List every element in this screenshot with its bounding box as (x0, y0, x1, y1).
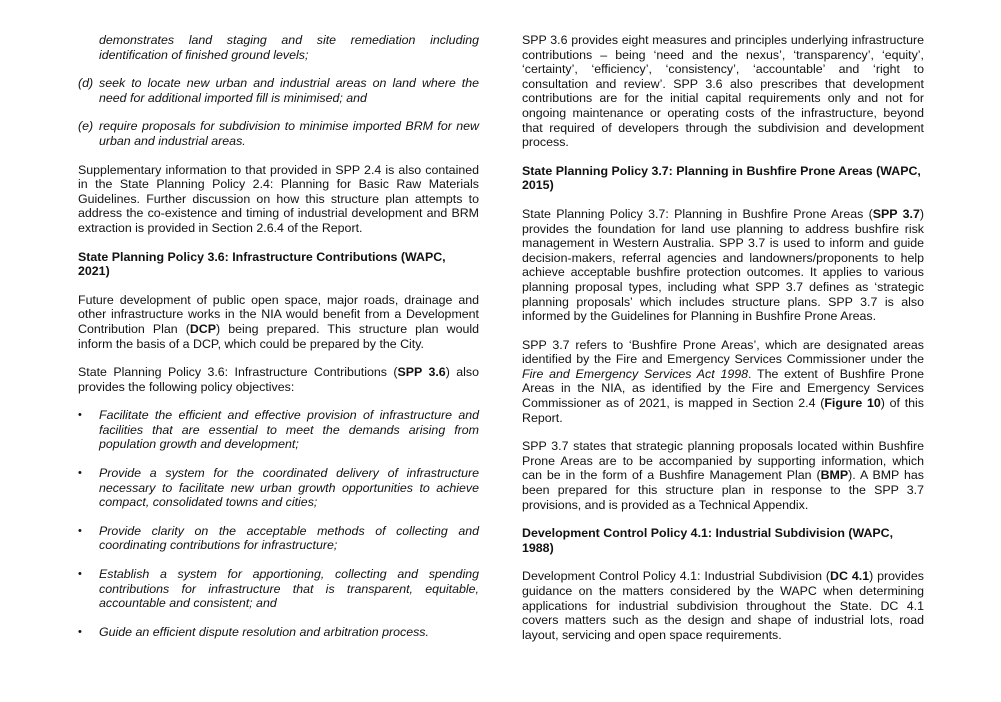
list-item (78, 76, 479, 105)
bullet-text: Provide a system for the coordinated delivery of infrastructure necessary to facilitate new urban growth opportunities to achieve compact, consolidated towns and cities; (99, 466, 479, 510)
bullet-item (78, 408, 479, 452)
bullet-marker: • (78, 568, 82, 581)
brm-objectives-list (78, 76, 479, 148)
bullet-text: Provide clarity on the acceptable methods of collecting and coordinating contributions for infrastructure; (99, 523, 479, 553)
bold-term: BMP (820, 468, 849, 483)
bold-term: DC 4.1 (830, 569, 870, 584)
bold-figure-ref: Figure 10 (824, 396, 881, 411)
bullet-marker: • (78, 467, 82, 480)
list-continuation: demonstrates land staging and site remediation including identification of finished ground levels; (99, 33, 479, 62)
list-item-text: seek to locate new urban and industrial areas on land where the need for additional imported fill is minimised; and (99, 76, 479, 105)
paragraph-spp-3-6-measures: SPP 3.6 provides eight measures and principles underlying infrastructure contributions – being ‘need and the nexus’, ‘transparency’, ‘equity’, ‘certainty’, ‘efficiency’, ‘consistency’, ‘accountable’ and ‘right to consultation and review’. SPP 3.6 also prescribes that development contributions are for the initial capital requirements only and not for ongoing maintenance or operating costs of the infrastructure, beyond that required of developers through the subdivision and development process. (522, 33, 924, 150)
heading-dc-4-1: Development Control Policy 4.1: Industrial Subdivision (WAPC, 1988) (522, 526, 894, 555)
list-marker: (d) (78, 76, 94, 91)
left-column (78, 33, 479, 653)
bullet-item (78, 625, 479, 640)
paragraph-dc-4-1: Development Control Policy 4.1: Industrial Subdivision (DC 4.1) provides guidance on the matters considered by the WAPC when determining applications for industrial subdivision throughout the State. DC 4.1 covers matters such as the design and shape of industrial lots, road layout, servicing and open space requirements. (522, 569, 924, 642)
paragraph-spp-3-6-objectives: State Planning Policy 3.6: Infrastructure Contributions (SPP 3.6) also provides the following policy objectives: (78, 365, 479, 394)
paragraph-spp-3-7: State Planning Policy 3.7: Planning in Bushfire Prone Areas (SPP 3.7) provides the foundation for land use planning to address bushfire risk management in Western Australia. SPP 3.7 is used to inform and guide decision-makers, referral agencies and landowners/proponents to help achieve acceptable bushfire protection outcomes. It applies to various planning proposal types, including what SPP 3.7 defines as ‘strategic planning proposals’ which includes structure plans. SPP 3.7 is also informed by the Guidelines for Planning in Bushfire Prone Areas. (522, 206, 924, 324)
list-marker: (e) (78, 119, 94, 134)
bullet-text: Establish a system for apportioning, collecting and spending contributions for infrastructure that is transparent, equitable, accountable and consistent; and (99, 567, 479, 611)
list-item (78, 119, 479, 148)
paragraph-bushfire-prone-areas: SPP 3.7 refers to ‘Bushfire Prone Areas’, which are designated areas identified by the Fire and Emergency Services Commissioner under the Fire and Emergency Services Act 1998. The extent of Bushfire Prone Areas in the NIA, as identified by the Fire and Emergency Services Commissioner as of 2021, is mapped in Section 2.4 (Figure 10) of this Report. (522, 337, 924, 425)
paragraph-future-development: Future development of public open space, major roads, drainage and other infrastructure works in the NIA would benefit from a Development Contribution Plan (DCP) being prepared. This structure plan would inform the basis of a DCP, which could be prepared by the City. (78, 292, 479, 351)
spp-3-6-objectives-list (78, 408, 479, 639)
bullet-item (78, 466, 479, 510)
bullet-item (78, 524, 479, 553)
list-item-text: require proposals for subdivision to minimise imported BRM for new urban and industrial areas. (99, 119, 479, 148)
bullet-marker: • (78, 409, 82, 422)
bullet-marker: • (78, 524, 82, 537)
bold-term: SPP 3.6 (397, 365, 446, 380)
bold-term: SPP 3.7 (872, 206, 920, 221)
paragraph-bushfire-management-plan: SPP 3.7 states that strategic planning proposals located within Bushfire Prone Areas are to be accompanied by supporting information, which can be in the form of a Bushfire Management Plan (BMP). A BMP has been prepared for this structure plan in response to the SPP 3.7 provisions, and is provided as a Technical Appendix. (522, 439, 925, 512)
paragraph-supplementary: Supplementary information to that provided in SPP 2.4 is also contained in the State Planning Policy 2.4: Planning for Basic Raw Materials Guidelines. Further discussion on how this structure plan attempts to address the co-existence and timing of industrial development and BRM extraction is provided in Section 2.6.4 of the Report. (78, 162, 479, 235)
bullet-text: Guide an efficient dispute resolution and arbitration process. (99, 624, 429, 639)
heading-spp-3-6: State Planning Policy 3.6: Infrastructure Contributions (WAPC, 2021) (78, 249, 446, 279)
bullet-text: Facilitate the efficient and effective provision of infrastructure and facilities that are essential to meet the demands arising from population growth and development; (99, 408, 479, 452)
bold-term: DCP (189, 321, 217, 336)
bullet-item (78, 567, 479, 611)
bullet-marker: • (78, 625, 82, 638)
right-column (522, 33, 924, 656)
heading-spp-3-7: State Planning Policy 3.7: Planning in Bushfire Prone Areas (WAPC, 2015) (522, 163, 921, 193)
italic-act-name: Fire and Emergency Services Act 1998 (522, 366, 749, 381)
